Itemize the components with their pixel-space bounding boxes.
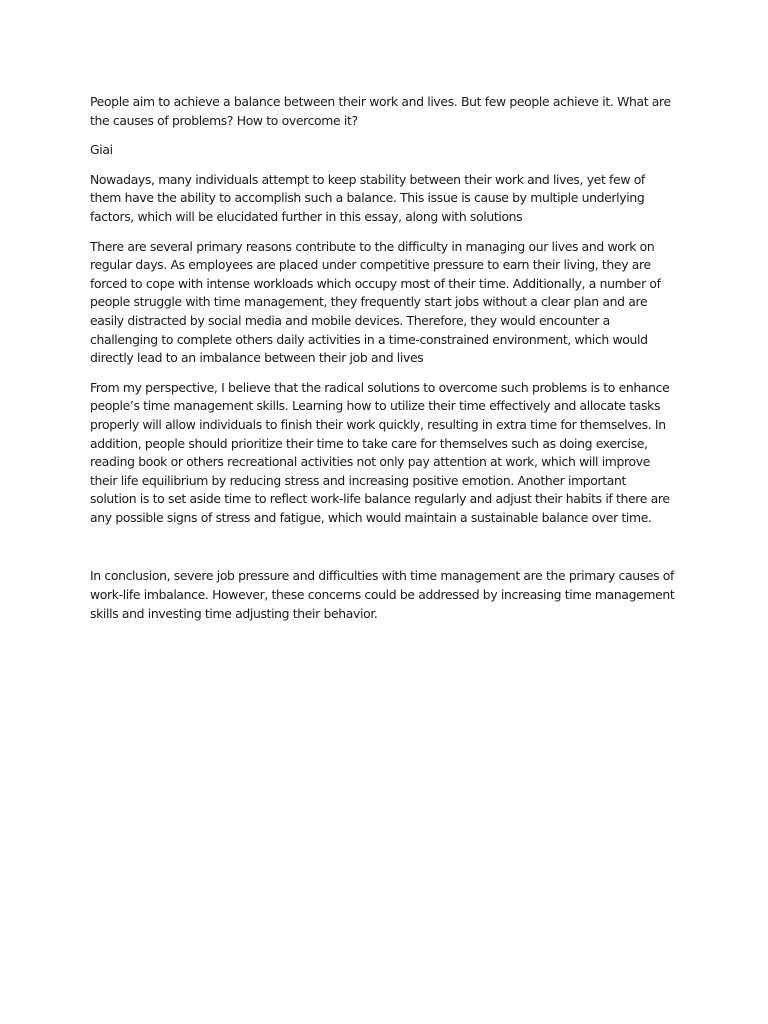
essay-prompt: People aim to achieve a balance between their work and lives. But few people achieve it. What are the causes of problems? How to overcome it? — [90, 94, 671, 128]
author-name: Giai — [90, 142, 113, 158]
paragraph-causes: There are several primary reasons contribute to the difficulty in managing our lives and work on regular days. As employees are placed under competitive pressure to earn their living, they are forced to cope with intense workloads which occupy most of their time. Additionally, a number of people struggle with time management, they frequently start jobs without a clear plan and are easily distracted by social media and mobile devices. Therefore, they would encounter a challenging to complete others daily activities in a time-constrained environment, which would directly lead to an imbalance between their job and lives — [90, 238, 661, 366]
paragraph-conclusion: In conclusion, severe job pressure and difficulties with time management are the primary causes of work-life imbalance. However, these concerns could be addressed by increasing time management skills and investing time adjusting their behavior. — [90, 568, 675, 621]
document-page — [90, 93, 675, 634]
paragraph-solutions: From my perspective, I believe that the radical solutions to overcome such problems is to enhance people’s time management skills. Learning how to utilize their time effectively and allocate tasks properly will allow individuals to finish their work quickly, resulting in extra time for themselves. In addition, people should prioritize their time to take care for themselves such as doing exercise, reading book or others recreational activities not only pay attention at work, which will improve their life equilibrium by reducing stress and increasing positive emotion. Another important solution is to set aside time to reflect work-life balance regularly and adjust their habits if there are any possible signs of stress and fatigue, which would maintain a sustainable balance over time. — [90, 379, 670, 525]
paragraph-introduction: Nowadays, many individuals attempt to keep stability between their work and lives, yet few of them have the ability to accomplish such a balance. This issue is cause by multiple underlying factors, which will be elucidated further in this essay, along with solutions — [90, 171, 645, 224]
